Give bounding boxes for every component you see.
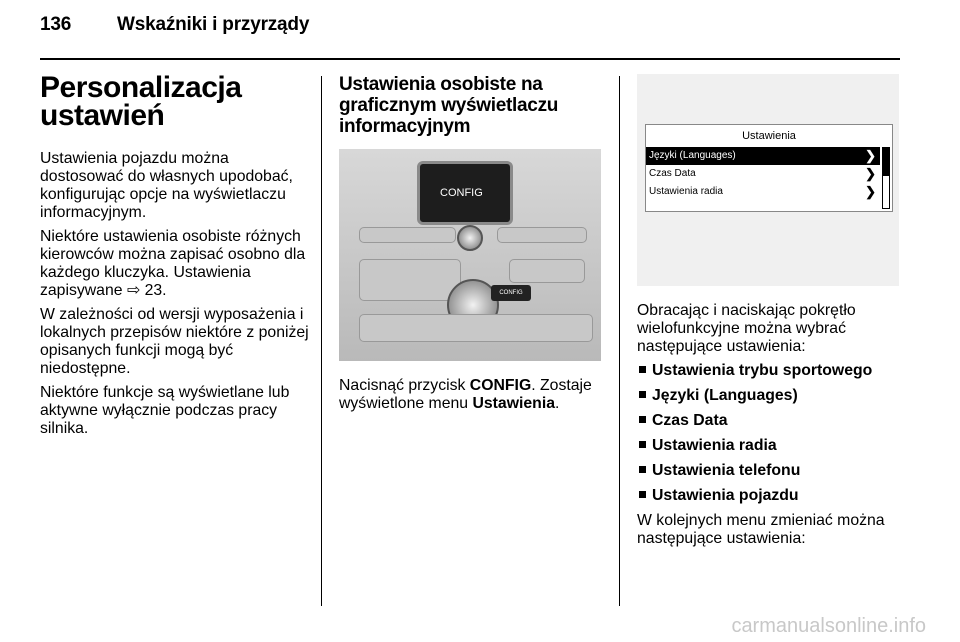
- paragraph: Obracając i naciskając pokrętło wielofunkcyjne można wybrać następujące ustawienia:: [637, 302, 856, 355]
- paragraph: Nacisnąć przycisk CONFIG. Zostaje wyświetlone menu Ustawienia.: [339, 377, 592, 412]
- chevron-right-icon: ❯: [865, 166, 876, 181]
- volume-knob: [457, 225, 483, 251]
- page-header: [40, 14, 309, 36]
- right-buttons: [509, 259, 585, 283]
- subsection-heading: Ustawienia osobiste na graficznym wyświetlaczu informacyjnym: [339, 74, 559, 137]
- menu-row: Czas Data ❯: [649, 166, 876, 181]
- section-heading: Personalizacja ustawień: [40, 71, 242, 132]
- list-item: Ustawienia trybu sportowego: [637, 362, 907, 380]
- column-divider: [321, 76, 322, 606]
- config-button: CONFIG: [491, 285, 531, 301]
- list-item: Ustawienia radia: [637, 437, 907, 455]
- settings-menu: [645, 124, 893, 212]
- column-2: [339, 74, 607, 419]
- column-divider: [619, 76, 620, 606]
- bullet-icon: [639, 391, 646, 398]
- paragraph: W zależności od wersji wyposażenia i lokalnych przepisów niektóre z poniżej opisanych funkcji mogą być niedostępne.: [40, 306, 309, 377]
- page-ref-icon: ⇨: [126, 282, 141, 299]
- list-item: Języki (Languages): [637, 387, 907, 405]
- section-title: Wskaźniki i przyrządy: [117, 14, 310, 35]
- column-3: [637, 74, 907, 554]
- bullet-icon: [639, 441, 646, 448]
- watermark: carmanualsonline.info: [731, 615, 926, 637]
- info-display: CONFIG: [417, 161, 513, 225]
- chevron-right-icon: ❯: [865, 148, 876, 163]
- bullet-icon: [639, 416, 646, 423]
- bullet-icon: [639, 466, 646, 473]
- chevron-right-icon: ❯: [865, 184, 876, 199]
- preset-buttons: [497, 227, 587, 243]
- paragraph: Niektóre funkcje są wyświetlane lub aktywne wyłącznie podczas pracy silnika.: [40, 384, 290, 437]
- page-ref-link[interactable]: 23: [144, 282, 163, 299]
- lower-buttons: [359, 314, 593, 342]
- bullet-icon: [639, 366, 646, 373]
- paragraph: W kolejnych menu zmieniać można następujące ustawienia:: [637, 512, 885, 547]
- paragraph: Ustawienia pojazdu można dostosować do własnych upodobać, konfigurując opcje na wyświetlaczu informacyjnym.: [40, 150, 293, 221]
- list-item: Czas Data: [637, 412, 907, 430]
- header-rule: [40, 58, 900, 60]
- settings-display-image: [637, 74, 899, 286]
- list-item: Ustawienia pojazdu: [637, 487, 907, 505]
- bullet-icon: [639, 491, 646, 498]
- menu-row: Języki (Languages) ❯: [646, 147, 880, 165]
- control-panel-photo: [339, 149, 601, 361]
- paragraph: Niektóre ustawienia osobiste różnych kierowców można zapisać osobno dla każdego kluczyka. Ustawienia zapisywane ⇨ 23.: [40, 228, 306, 299]
- left-buttons: [359, 259, 461, 301]
- preset-buttons: [359, 227, 456, 243]
- scrollbar: [882, 147, 890, 209]
- column-1: [40, 71, 310, 444]
- menu-row: Ustawienia radia ❯: [649, 184, 876, 199]
- list-item: Ustawienia telefonu: [637, 462, 907, 480]
- page-number: 136: [40, 14, 72, 35]
- menu-title: Ustawienia: [742, 130, 796, 142]
